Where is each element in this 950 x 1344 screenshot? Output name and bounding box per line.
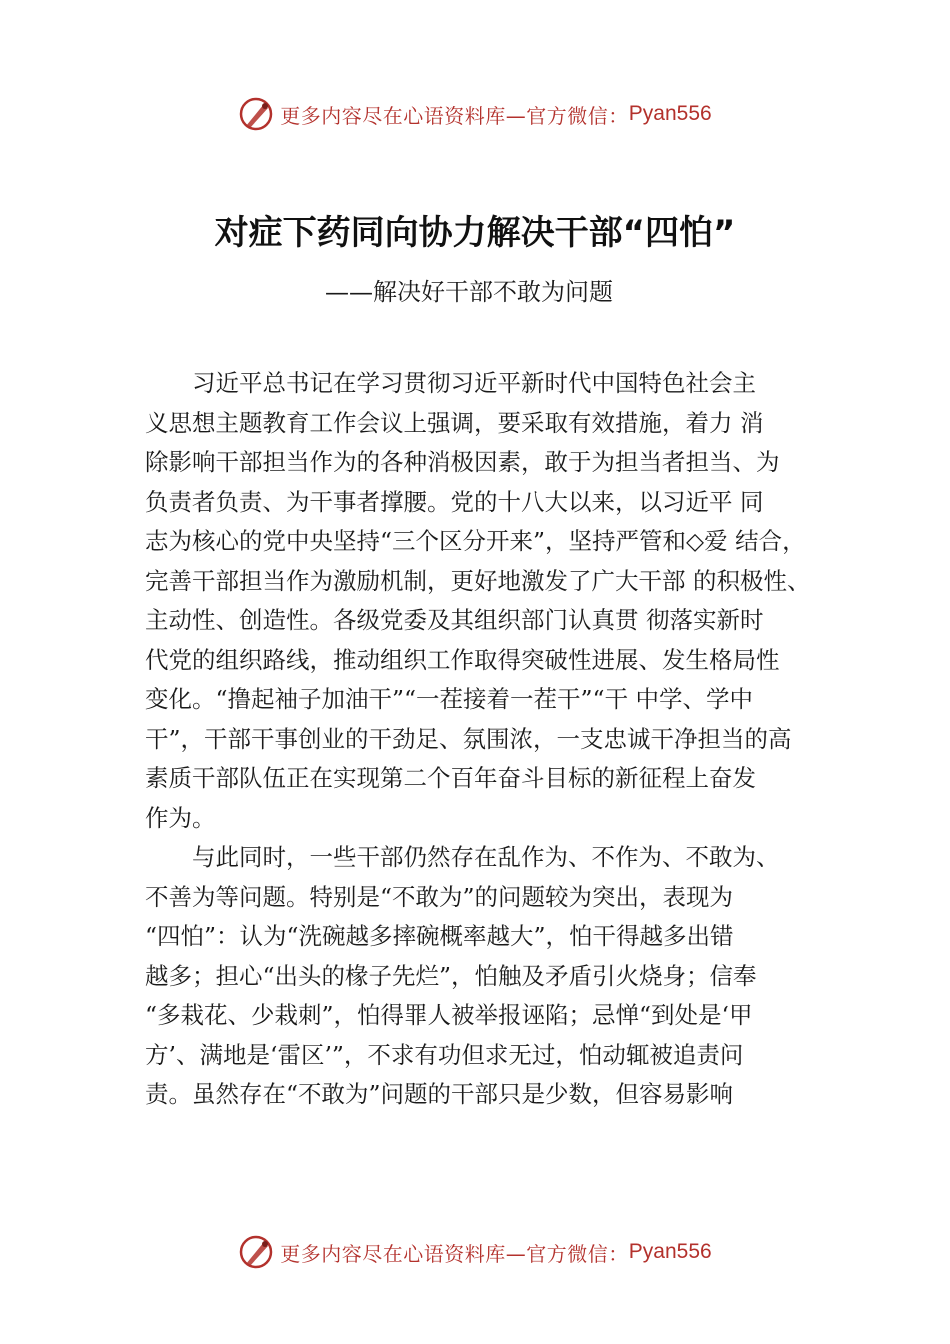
text-line: 干”，干部干事创业的干劲足、氛围浓，一支忠诚干净担当的高 — [145, 724, 792, 753]
text-line: “多栽花、少栽刺”，怕得罪人被举报诬陷；忌惮“到处是‘甲 — [145, 1001, 753, 1029]
paragraph-1 — [145, 364, 845, 838]
text-line: 志为核心的党中央坚持“三个区分开来”，坚持严管和◇爱 结合， — [145, 527, 806, 555]
text-line: 越多；担心“出头的椽子先烂”，怕触及矛盾引火烧身；信奉 — [145, 961, 757, 990]
banner-text: 更多内容尽在心语资料库—官方微信： — [280, 103, 629, 128]
text-line: 习近平总书记在学习贯彻习近平新时代中国特色社会主 — [145, 369, 756, 397]
text-line: 不善为等问题。特别是“不敢为”的问题较为突出，表现为 — [145, 882, 734, 911]
text-line: 责。虽然存在“不敢为”问题的干部只是少数，但容易影响 — [145, 1080, 734, 1108]
paragraph-2 — [145, 838, 845, 1115]
text-line: 方’、满地是‘雷区’”，不求有功但求无过，怕动辄被追责问 — [145, 1040, 744, 1069]
banner-wechat-id: Pyan556 — [628, 102, 712, 125]
text-line: 素质干部队伍正在实现第二个百年奋斗目标的新征程上奋发 — [145, 764, 756, 792]
banner-text: 更多内容尽在心语资料库—官方微信： — [280, 1241, 629, 1266]
footer-watermark-banner — [0, 1232, 950, 1272]
document-subtitle: ——解决好干部不敢为问题 — [325, 278, 613, 306]
text-line: 代党的组织路线，推动组织工作取得突破性进展、发生格局性 — [145, 645, 780, 674]
text-line: 主动性、创造性。各级党委及其组织部门认真贯 彻落实新时 — [145, 606, 764, 634]
text-line: 与此同时，一些干部仍然存在乱作为、不作为、不敢为、 — [145, 843, 780, 871]
fountain-pen-seal-icon — [238, 96, 274, 132]
text-line: 作为。 — [145, 803, 216, 832]
text-line: 义思想主题教育工作会议上强调，要采取有效措施，着力 消 — [145, 408, 764, 437]
text-line: 负责者负责、为干事者撑腰。党的十八大以来，以习近平 同 — [145, 487, 764, 516]
text-line: 变化。“撸起袖子加油干”“一茬接着一茬干”“干 中学、学中 — [145, 685, 754, 713]
text-line: 完善干部担当作为激励机制，更好地激发了广大干部 的积极性、 — [145, 566, 811, 595]
banner-wechat-id: Pyan556 — [628, 1240, 712, 1263]
header-watermark-banner — [0, 94, 950, 134]
document-title: 对症下药同向协力解决干部“四怕” — [214, 213, 736, 253]
fountain-pen-seal-icon — [238, 1234, 274, 1270]
text-line: “四怕”：认为“洗碗越多摔碗概率越大”，怕干得越多出错 — [145, 922, 734, 950]
text-line: 除影响干部担当作为的各种消极因素，敢于为担当者担当、为 — [145, 448, 780, 476]
